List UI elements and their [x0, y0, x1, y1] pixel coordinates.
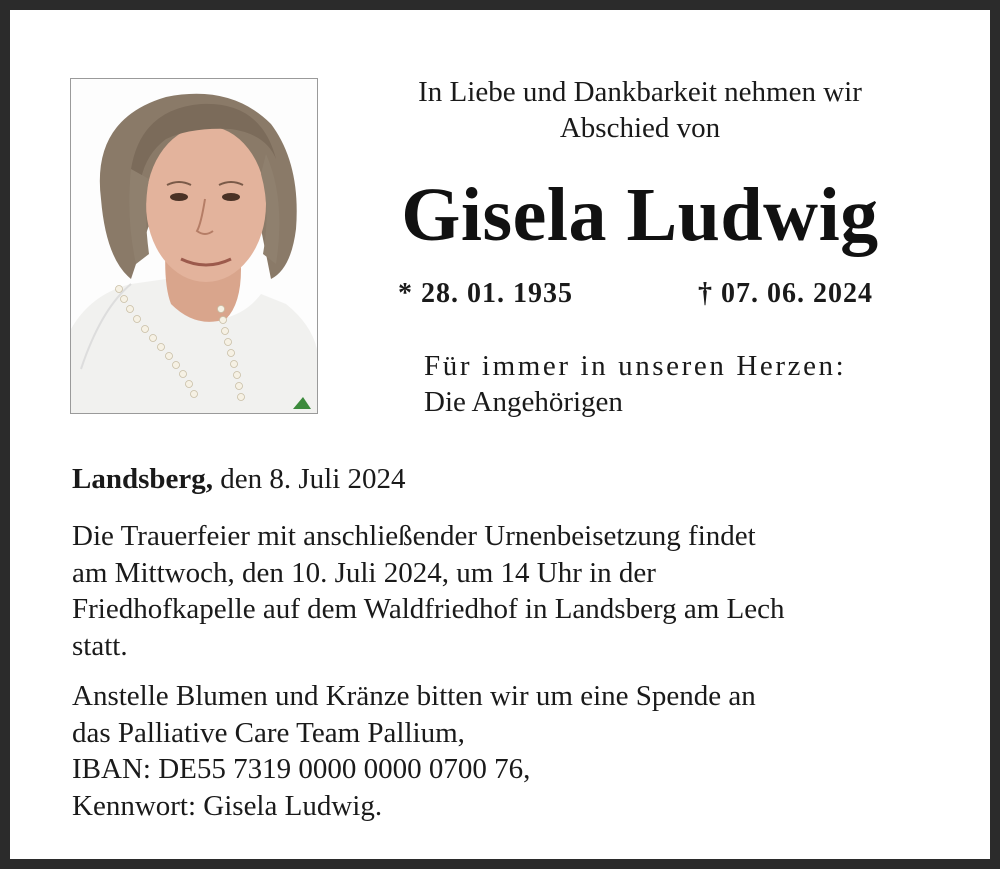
ceremony-line: Friedhofkapelle auf dem Waldfriedhof in Landsberg am Lech: [72, 593, 785, 625]
birth-date: * 28. 01. 1935: [398, 278, 573, 309]
intro-line-2: Abschied von: [559, 112, 721, 144]
keyword-line: Kennwort: Gisela Ludwig.: [72, 789, 383, 822]
ceremony-line: Die Trauerfeier mit anschließender Urnenbeisetzung findet: [72, 520, 756, 552]
intro-text: [350, 74, 930, 146]
ceremony-line: am Mittwoch, den 10. Juli 2024, um 14 Uhr in der: [72, 556, 656, 589]
closing-line-1: Für immer in unseren Herzen:: [424, 350, 847, 382]
ceremony-paragraph: [72, 518, 982, 664]
deceased-name: Gisela Ludwig: [401, 173, 879, 257]
portrait-illustration: [71, 79, 317, 413]
donation-paragraph: [72, 678, 982, 824]
death-date: † 07. 06. 2024: [698, 278, 873, 309]
donation-line: das Palliative Care Team Pallium,: [72, 716, 465, 749]
date-text: den 8. Juli 2024: [220, 463, 406, 495]
place-name: Landsberg,: [72, 463, 214, 495]
iban-line: IBAN: DE55 7319 0000 0000 0700 76,: [72, 753, 531, 785]
signature-relatives: Die Angehörigen: [424, 386, 623, 418]
donation-line: Anstelle Blumen und Kränze bitten wir um eine Spende an: [72, 680, 756, 712]
portrait-photo: [70, 78, 318, 414]
ceremony-line: statt.: [72, 629, 128, 662]
closing-text: [424, 348, 846, 420]
place-date-line: [72, 461, 982, 498]
intro-line-1: In Liebe und Dankbarkeit nehmen wir: [418, 76, 862, 108]
